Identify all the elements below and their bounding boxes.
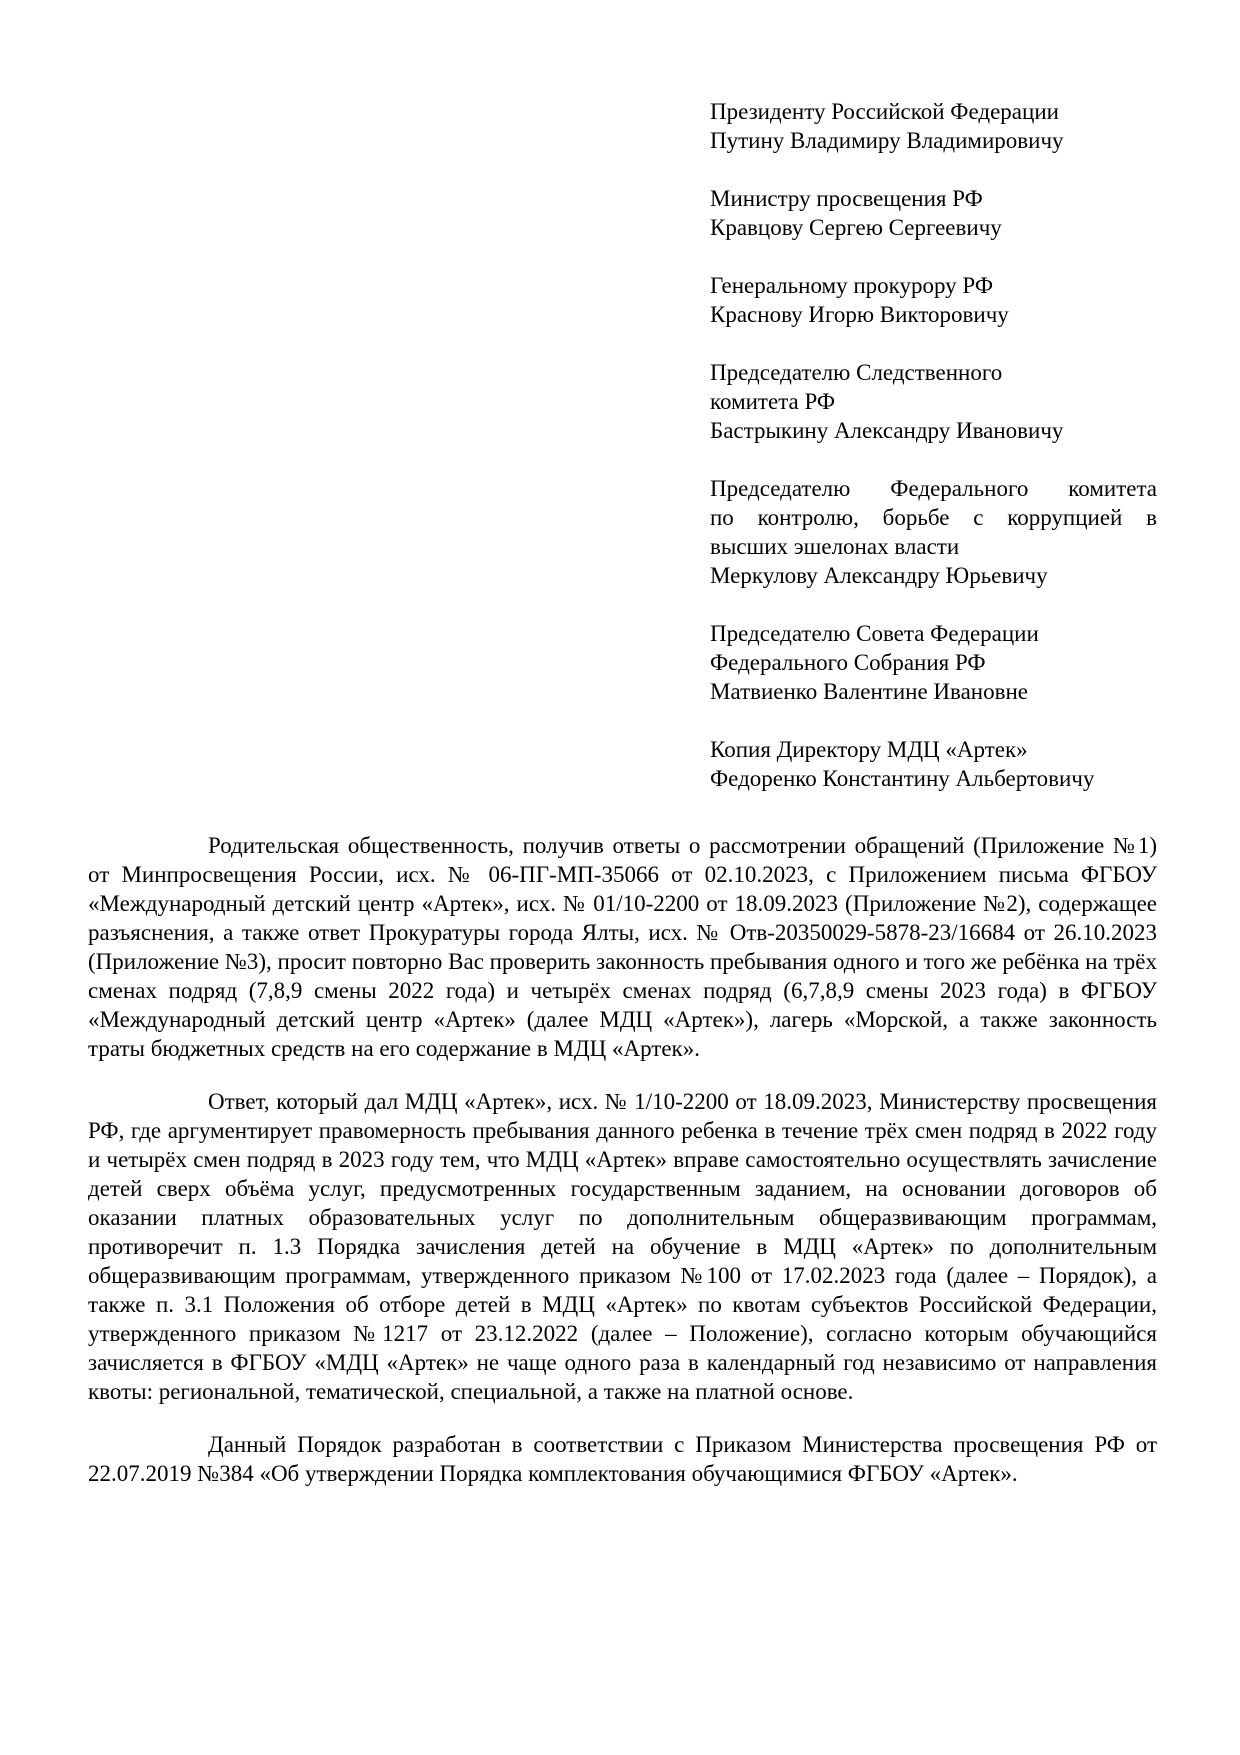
recipient-name: Бастрыкину Александру Ивановичу xyxy=(710,418,1064,443)
recipient-artek-director-copy xyxy=(710,735,1157,793)
recipient-title: Председателю Федерального комитета xyxy=(710,476,1157,501)
letter-body xyxy=(88,831,1157,1512)
recipients-block xyxy=(710,97,1157,822)
recipient-name: Кравцову Сергею Сергеевичу xyxy=(710,215,1002,240)
recipient-title: комитета РФ xyxy=(710,389,836,414)
recipient-title: Председателю Совета Федерации xyxy=(710,621,1039,646)
paragraph-argument: Ответ, который дал МДЦ «Артек», исх. № 1/10-2200 от 18.09.2023, Министерству просвещения РФ, где аргументирует правомерность пребывания данного ребенка в течение трёх смен подряд в 2022 году и четырёх смен подряд в 2023 году тем, что МДЦ «Артек» вправе самостоятельно осуществлять зачисление детей сверх объёма услуг, предусмотренных государственным заданием, на основании договоров об оказании платных образовательных услуг по дополнительным общеразвивающим программам, противоречит п. 1.3 Порядка зачисления детей на обучение в МДЦ «Артек» по дополнительным общеразвивающим программам, утвержденного приказом №100 от 17.02.2023 года (далее – Порядок), а также п. 3.1 Положения об отборе детей в МДЦ «Артек» по квотам субъектов Российской Федерации, утвержденного приказом №1217 от 23.12.2022 (далее – Положение), согласно которым обучающийся зачисляется в ФГБОУ «МДЦ «Артек» не чаще одного раза в календарный год независимо от направления квоты: региональной, тематической, специальной, а также на платной основе. xyxy=(88,1089,1157,1404)
recipient-investigative-committee xyxy=(710,358,1157,445)
recipient-name: Матвиенко Валентине Ивановне xyxy=(710,679,1028,704)
recipient-title: Копия Директору МДЦ «Артек» xyxy=(710,737,1028,762)
paragraph-order-basis: Данный Порядок разработан в соответствии с Приказом Министерства просвещения РФ от 22.07.2019 №384 «Об утверждении Порядка комплектования обучающимися ФГБОУ «Артек». xyxy=(88,1432,1157,1486)
recipient-title: Президенту Российской Федерации xyxy=(710,99,1059,124)
recipient-title: Генеральному прокурору РФ xyxy=(710,273,993,298)
recipient-name: Меркулову Александру Юрьевичу xyxy=(710,563,1048,588)
recipient-federation-council xyxy=(710,619,1157,706)
recipient-anticorruption-committee xyxy=(710,474,1157,590)
recipient-title: высших эшелонах власти xyxy=(710,534,960,559)
recipient-title: Министру просвещения РФ xyxy=(710,186,983,211)
recipient-name: Краснову Игорю Викторовичу xyxy=(710,302,1009,327)
recipient-title: Федерального Собрания РФ xyxy=(710,650,986,675)
recipient-title: Председателю Следственного xyxy=(710,360,1003,385)
paragraph-appeal: Родительская общественность, получив ответы о рассмотрении обращений (Приложение №1) от Минпросвещения России, исх. № 06-ПГ-МП-35066 от 02.10.2023, с Приложением письма ФГБОУ «Международный детский центр «Артек», исх. № 01/10-2200 от 18.09.2023 (Приложение №2), содержащее разъяснения, а также ответ Прокуратуры города Ялты, исх. № Отв-20350029-5878-23/16684 от 26.10.2023 (Приложение №3), просит повторно Вас проверить законность пребывания одного и того же ребёнка на трёх сменах подряд (7,8,9 смены 2022 года) и четырёх сменах подряд (6,7,8,9 смены 2023 года) в ФГБОУ «Международный детский центр «Артек» (далее МДЦ «Артек»), лагерь «Морской, а также законность траты бюджетных средств на его содержание в МДЦ «Артек». xyxy=(88,833,1157,1061)
recipient-minister xyxy=(710,184,1157,242)
recipient-name: Федоренко Константину Альбертовичу xyxy=(710,766,1095,791)
recipient-name: Путину Владимиру Владимировичу xyxy=(710,128,1064,153)
recipient-president xyxy=(710,97,1157,155)
recipient-prosecutor xyxy=(710,271,1157,329)
recipient-title: по контролю, борьбе с коррупцией в xyxy=(710,505,1157,530)
